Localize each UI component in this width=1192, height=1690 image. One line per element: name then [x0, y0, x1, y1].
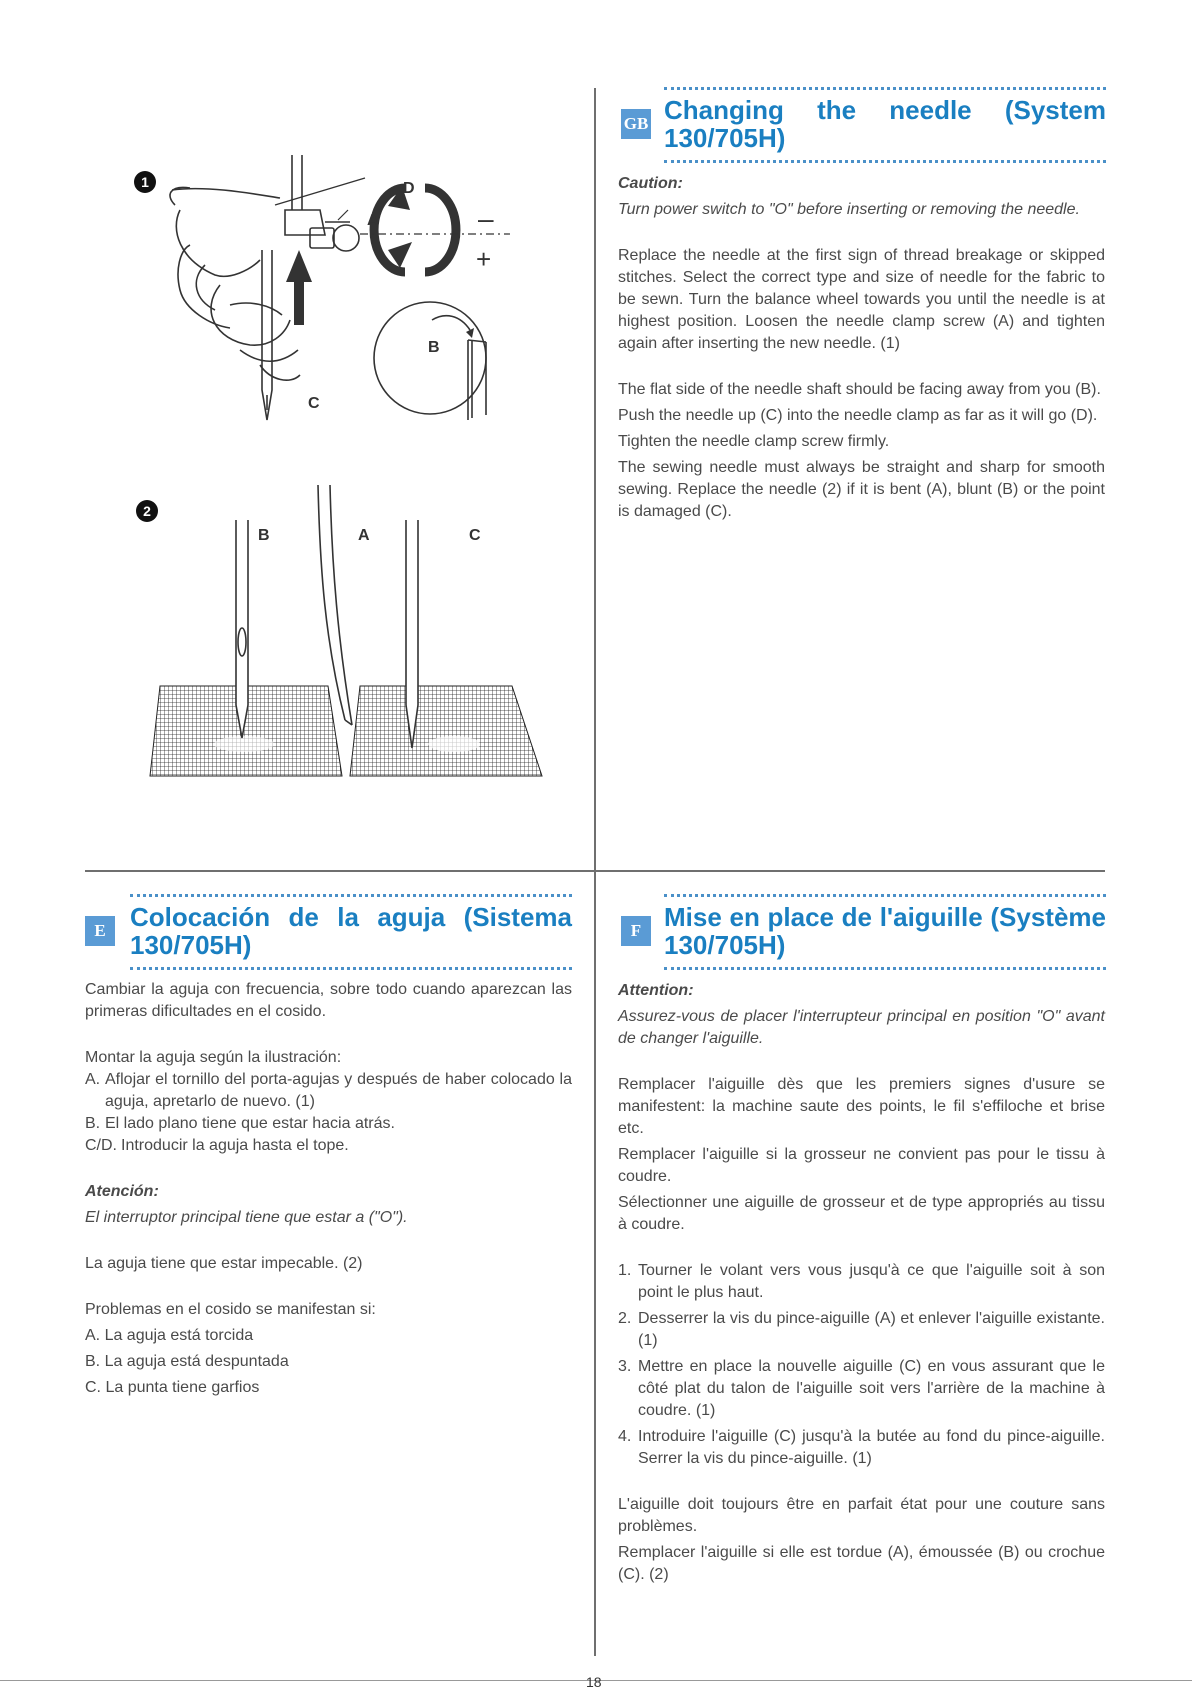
f-caution-heading: Attention: — [618, 982, 694, 999]
e-step-text: El lado plano tiene que estar hacia atrás. — [105, 1115, 395, 1132]
e-paragraph-4: Problemas en el cosido se manifestan si: — [85, 1301, 376, 1318]
gb-paragraph-3: Push the needle up (C) into the needle clamp as far as it will go (D). — [618, 407, 1098, 424]
e-body — [85, 979, 572, 1399]
label-c: C — [308, 395, 320, 412]
e-title: Colocación de la aguja (Sistema 130/705H) — [130, 902, 572, 960]
minus-sign: – — [478, 203, 494, 234]
f-heading — [664, 894, 1106, 970]
e-step-marker: A. — [85, 1071, 101, 1088]
e-step-marker: B. — [85, 1115, 101, 1132]
lang-badge-e: E — [85, 916, 115, 946]
e-step — [85, 1135, 572, 1157]
dotted-rule — [664, 87, 1106, 90]
pointer-d — [275, 178, 365, 205]
f-step-text: Mettre en place la nouvelle aiguille (C) en vous assurant que le côté plat du talon de l'aiguille soit vers l'arrière de la machine à coudre. (1) — [638, 1358, 1105, 1419]
needle-fig1 — [262, 250, 272, 420]
needle-blunt — [236, 520, 248, 738]
e-problem-item: A. La aguja está torcida — [85, 1327, 254, 1344]
f-step — [618, 1426, 1105, 1470]
f-paragraph-5: Remplacer l'aiguille si elle est tordue (A), émoussée (B) ou crochue (C). (2) — [618, 1544, 1105, 1583]
dotted-rule — [130, 894, 572, 897]
e-step-text: Introducir la aguja hasta el tope. — [121, 1137, 349, 1154]
clamp-screw — [310, 225, 359, 251]
f-body — [618, 980, 1105, 1586]
dotted-rule — [664, 160, 1106, 163]
f-step — [618, 1356, 1105, 1422]
label-d: D — [403, 180, 415, 197]
f-paragraph-4: L'aiguille doit toujours être en parfait état pour une couture sans problèmes. — [618, 1496, 1105, 1535]
e-problem-item: C. La punta tiene garfios — [85, 1379, 260, 1396]
column-divider — [594, 88, 596, 1656]
f-paragraph-3: Sélectionner une aiguille de grosseur et de type appropriés au tissu à coudre. — [618, 1194, 1105, 1233]
e-paragraph-2: Montar la aguja según la ilustración: — [85, 1049, 342, 1066]
inset-detail-b — [374, 302, 486, 420]
up-arrow — [286, 250, 312, 325]
f-paragraph-2: Remplacer l'aiguille si la grosseur ne convient pas pour le tissu à coudre. — [618, 1146, 1105, 1185]
row-divider — [85, 870, 1105, 872]
e-caution-heading: Atención: — [85, 1183, 159, 1200]
gb-heading — [664, 87, 1106, 163]
e-step-marker: C/D. — [85, 1137, 117, 1154]
svg-text:2: 2 — [143, 503, 151, 519]
f-step-text: Introduire l'aiguille (C) jusqu'à la butée au fond du pince-aiguille. Serrer la vis du pince-aiguille. (1) — [638, 1428, 1105, 1467]
label-fig2-a: A — [358, 527, 370, 544]
figure-1-marker — [134, 171, 156, 193]
gb-paragraph-5: The sewing needle must always be straight and sharp for smooth sewing. Replace the needle (2) if it is bent (A), blunt (B) or the point is damaged (C). — [618, 459, 1105, 520]
fabric-right — [350, 686, 542, 776]
e-step — [85, 1113, 572, 1135]
plus-sign: + — [476, 244, 492, 274]
label-fig2-b: B — [258, 527, 270, 544]
lang-badge-f: F — [621, 916, 651, 946]
f-step — [618, 1260, 1105, 1304]
needle-hooked — [406, 520, 418, 748]
lang-badge-gb: GB — [621, 109, 651, 139]
f-step-marker: 3. — [618, 1358, 632, 1375]
f-step-text: Tourner le volant vers vous jusqu'à ce que l'aiguille soit à son point le plus haut. — [638, 1262, 1105, 1301]
label-a: A — [367, 212, 379, 229]
needle-illustration — [120, 150, 560, 790]
dotted-rule — [130, 967, 572, 970]
svg-text:1: 1 — [141, 174, 149, 190]
rotation-icon — [374, 188, 456, 272]
f-caution-text: Assurez-vous de placer l'interrupteur principal en position "O" avant de changer l'aiguille. — [618, 1008, 1105, 1047]
gb-caution-text: Turn power switch to "O" before inserting or removing the needle. — [618, 201, 1080, 218]
gb-paragraph-2: The flat side of the needle shaft should be facing away from you (B). — [618, 381, 1101, 398]
dotted-rule — [664, 894, 1106, 897]
e-problem-item: B. La aguja está despuntada — [85, 1353, 289, 1370]
e-step — [85, 1069, 572, 1113]
f-step-marker: 1. — [618, 1262, 632, 1279]
dotted-rule — [664, 967, 1106, 970]
gb-paragraph-1: Replace the needle at the first sign of thread breakage or skipped stitches. Select the correct type and size of needle for the fabric to be sewn. Turn the balance wheel towards you until the needle is at highest position. Loosen the needle clamp screw (A) and tighten again after inserting the new needle. (1) — [618, 247, 1105, 352]
page-number: 18 — [586, 1674, 602, 1690]
pointer-a — [338, 210, 348, 220]
gb-title: Changing the needle (System 130/705H) — [664, 95, 1106, 153]
gb-paragraph-4: Tighten the needle clamp screw firmly. — [618, 433, 890, 450]
gb-body — [618, 173, 1105, 523]
e-caution-text: El interruptor principal tiene que estar a ("O"). — [85, 1209, 408, 1226]
e-heading — [130, 894, 572, 970]
hand-sketch — [170, 155, 350, 380]
figure-2-marker — [136, 500, 158, 522]
e-paragraph-3: La aguja tiene que estar impecable. (2) — [85, 1255, 363, 1272]
f-title: Mise en place de l'aiguille (Système 130/705H) — [664, 902, 1106, 960]
label-fig2-c: C — [469, 527, 481, 544]
f-paragraph-1: Remplacer l'aiguille dès que les premiers signes d'usure se manifestent: la machine saute des points, le fil s'effiloche et brise etc. — [618, 1076, 1105, 1137]
e-paragraph-1: Cambiar la aguja con frecuencia, sobre todo cuando aparezcan las primeras dificultades en el cosido. — [85, 981, 572, 1020]
label-b: B — [428, 339, 440, 356]
f-step — [618, 1308, 1105, 1352]
f-step-marker: 4. — [618, 1428, 632, 1445]
e-step-text: Aflojar el tornillo del porta-agujas y después de haber colocado la aguja, apretarlo de nuevo. (1) — [105, 1071, 572, 1110]
f-step-text: Desserrer la vis du pince-aiguille (A) et enlever l'aiguille existante. (1) — [638, 1310, 1105, 1349]
gb-caution-heading: Caution: — [618, 175, 683, 192]
f-step-marker: 2. — [618, 1310, 632, 1327]
